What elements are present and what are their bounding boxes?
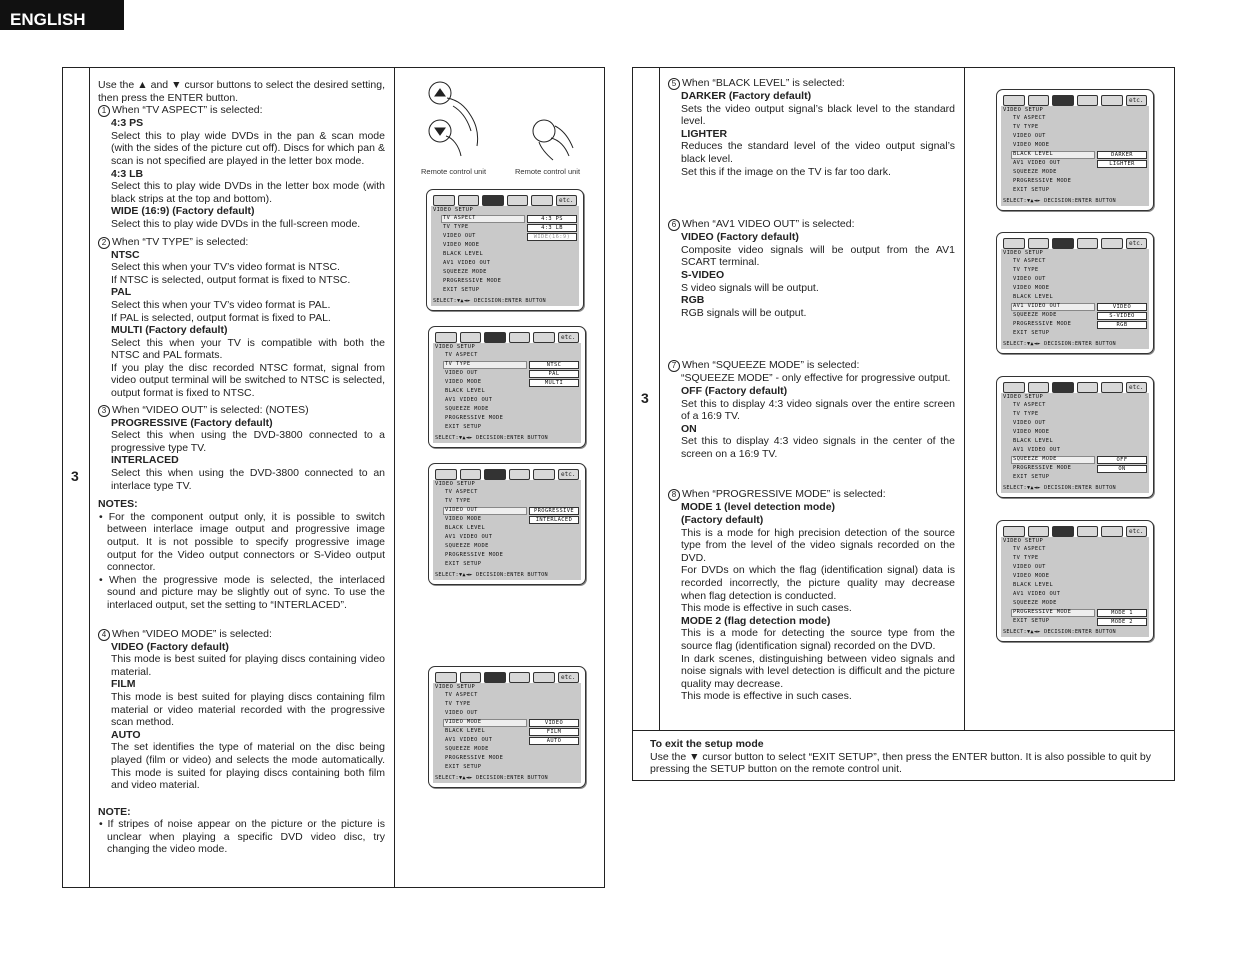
language-tab: ENGLISH	[0, 0, 124, 30]
osd-progressive-mode: etc. VIDEO SETUP TV ASPECT TV TYPE VIDEO OUT VIDEO MODE BLACK LEVEL AV1 VIDEO OUT SQUEEZE MODE PROGRESSIVE MODE EXIT SETUP MODE 1 MODE 2 SELECT:▼▲◄► DECISION:ENTER BUTTON	[996, 520, 1154, 642]
etc-icon: etc.	[556, 195, 578, 206]
speaker-icon	[433, 195, 455, 206]
remote-control-illustration	[413, 76, 593, 166]
osd-video-out: etc. VIDEO SETUP TV ASPECT TV TYPE VIDEO OUT VIDEO MODE BLACK LEVEL AV1 VIDEO OUT SQUEEZE MODE PROGRESSIVE MODE EXIT SETUP PROGRESSIVE INTERLACED SELECT:▼▲◄► DECISION:ENTER BUTTON	[428, 463, 586, 585]
key-icon	[531, 195, 553, 206]
left-panel	[62, 67, 605, 888]
osd-tv-type: etc. VIDEO SETUP TV ASPECT TV TYPE VIDEO OUT VIDEO MODE BLACK LEVEL AV1 VIDEO OUT SQUEEZE MODE PROGRESSIVE MODE EXIT SETUP NTSC PAL MULTI SELECT:▼▲◄► DECISION:ENTER BUTTON	[428, 326, 586, 448]
remote-caption-2: Remote control unit	[515, 167, 581, 176]
osd-av1-video-out: etc. VIDEO SETUP TV ASPECT TV TYPE VIDEO OUT VIDEO MODE BLACK LEVEL AV1 VIDEO OUT SQUEEZE MODE PROGRESSIVE MODE EXIT SETUP VIDEO S-VIDEO RGB SELECT:▼▲◄► DECISION:ENTER BUTTON	[996, 232, 1154, 354]
remote-caption-1: Remote control unit	[421, 167, 487, 176]
right-instructions: 5 When “BLACK LEVEL” is selected: DARKER (Factory default) Sets the video output signal’s black level to the standard level. LIGHTER Reduces the standard level of the video output signal’s black level. Set this if the image on the TV is far too dark. 6 When “AV1 VIDEO OUT” is selected: VIDEO (Factory default) Composite video signals will be output from the AV1 SCART terminal. S-VIDEO S video signals will be output. RGB RGB signals will be output. 7 When “SQUEEZE MODE” is selected: “SQUEEZE MODE” - only effective for progressive output. OFF (Factory default) Set this to display 4:3 video signals over the entire screen of a 16:9 TV. ON Set this to display 4:3 video signals in the center of the screen on a 16:9 TV. 8 When “PROGRESSIVE MODE” is selected: MODE 1 (level detection mode) (Factory default) This is a mode for high precision detection of the source type from the level of the video signals recorded on the DVD. For DVDs on which the flag (identification signal) data is recorded incorrectly, the picture quality may decrease when flag detection is conducted. This mode is effective in such cases. MODE 2 (flag detection mode) This is a mode for detecting the source type from the source flag (identification signal) recorded on the DVD. In dark scenes, distinguishing between video signals and noise signals with level detection is difficult and the picture quality may decrease. This mode is effective in such cases.	[668, 77, 955, 703]
right-panel	[632, 67, 1175, 781]
video-icon	[482, 195, 504, 206]
step-number: 3	[71, 468, 79, 484]
osd-squeeze-mode: etc. VIDEO SETUP TV ASPECT TV TYPE VIDEO OUT VIDEO MODE BLACK LEVEL AV1 VIDEO OUT SQUEEZE MODE PROGRESSIVE MODE EXIT SETUP OFF ON SELECT:▼▲◄► DECISION:ENTER BUTTON	[996, 376, 1154, 498]
language-icon	[458, 195, 480, 206]
exit-setup-note: To exit the setup mode Use the ▼ cursor button to select “EXIT SETUP”, then press the ENTER button. It is also possible to quit by pressing the SETUP button on the remote control unit.	[650, 738, 1152, 776]
osd-black-level: etc. VIDEO SETUP TV ASPECT TV TYPE VIDEO OUT VIDEO MODE BLACK LEVEL AV1 VIDEO OUT SQUEEZE MODE PROGRESSIVE MODE EXIT SETUP DARKER LIGHTER SELECT:▼▲◄► DECISION:ENTER BUTTON	[996, 89, 1154, 211]
osd-video-mode: etc. VIDEO SETUP TV ASPECT TV TYPE VIDEO OUT VIDEO MODE BLACK LEVEL AV1 VIDEO OUT SQUEEZE MODE PROGRESSIVE MODE EXIT SETUP VIDEO FILM AUTO SELECT:▼▲◄► DECISION:ENTER BUTTON	[428, 666, 586, 788]
step-number-right: 3	[641, 390, 649, 406]
osd-tv-aspect: etc. VIDEO SETUP TV ASPECT TV TYPE VIDEO OUT VIDEO MODE BLACK LEVEL AV1 VIDEO OUT SQUEEZE MODE PROGRESSIVE MODE EXIT SETUP 4:3 PS 4:3 LB WIDE(16:9) SELECT:▼▲◄► DECISION:ENTER BUTTON	[426, 189, 584, 311]
left-instructions: Use the ▲ and ▼ cursor buttons to select the desired setting, then press the ENTER button. 1 When “TV ASPECT” is selected: 4:3 PS Select this to play wide DVDs in the pan & scan mode (with the sides of the picture cut off). Discs for which pan & scan is not specified are played in the letter box mode. 4:3 LB Select this to play wide DVDs in the letter box mode (with black strips at the top and bottom). WIDE (16:9) (Factory default) Select this to play wide DVDs in the full-screen mode. 2 When “TV TYPE” is selected: NTSC Select this when your TV’s video format is NTSC. If NTSC is selected, output format is fixed to NTSC. PAL Select this when your TV’s video format is PAL. If PAL is selected, output format is fixed to PAL. MULTI (Factory default) Select this when your TV is compatible with both the NTSC and PAL formats. If you play the disc recorded NTSC format, signal from video output terminal will be switched to NTSC is selected, output format is fixed to NTSC. 3 When “VIDEO OUT” is selected: (NOTES) PROGRESSIVE (Factory default) Select this when using the DVD-3800 connected to a progressive type TV. INTERLACED Select this when using the DVD-3800 connected to an interlace type TV. NOTES: • For the component output only, it is possible to switch between interlace image output and progressive image output. It is not possible to specify progressive image output for the Video output connectors or S-Video output connector. • When the progressive mode is selected, the interlaced sound and picture may be slightly out of sync. To use the interlaced output, set the setting to “INTERLACED”. 4 When “VIDEO MODE” is selected: VIDEO (Factory default) This mode is best suited for playing discs containing video material. FILM This mode is best suited for playing discs containing film material or video material recorded with the progressive scan method. AUTO The set identifies the type of material on the disc being played (film or video) and selects the mode automatically. This mode is suited for playing discs containing both film and video material. NOTE: • If stripes of noise appear on the picture or the picture is unclear when playing a specific DVD video disc, try changing the video mode.	[98, 79, 386, 856]
audio-icon	[507, 195, 529, 206]
